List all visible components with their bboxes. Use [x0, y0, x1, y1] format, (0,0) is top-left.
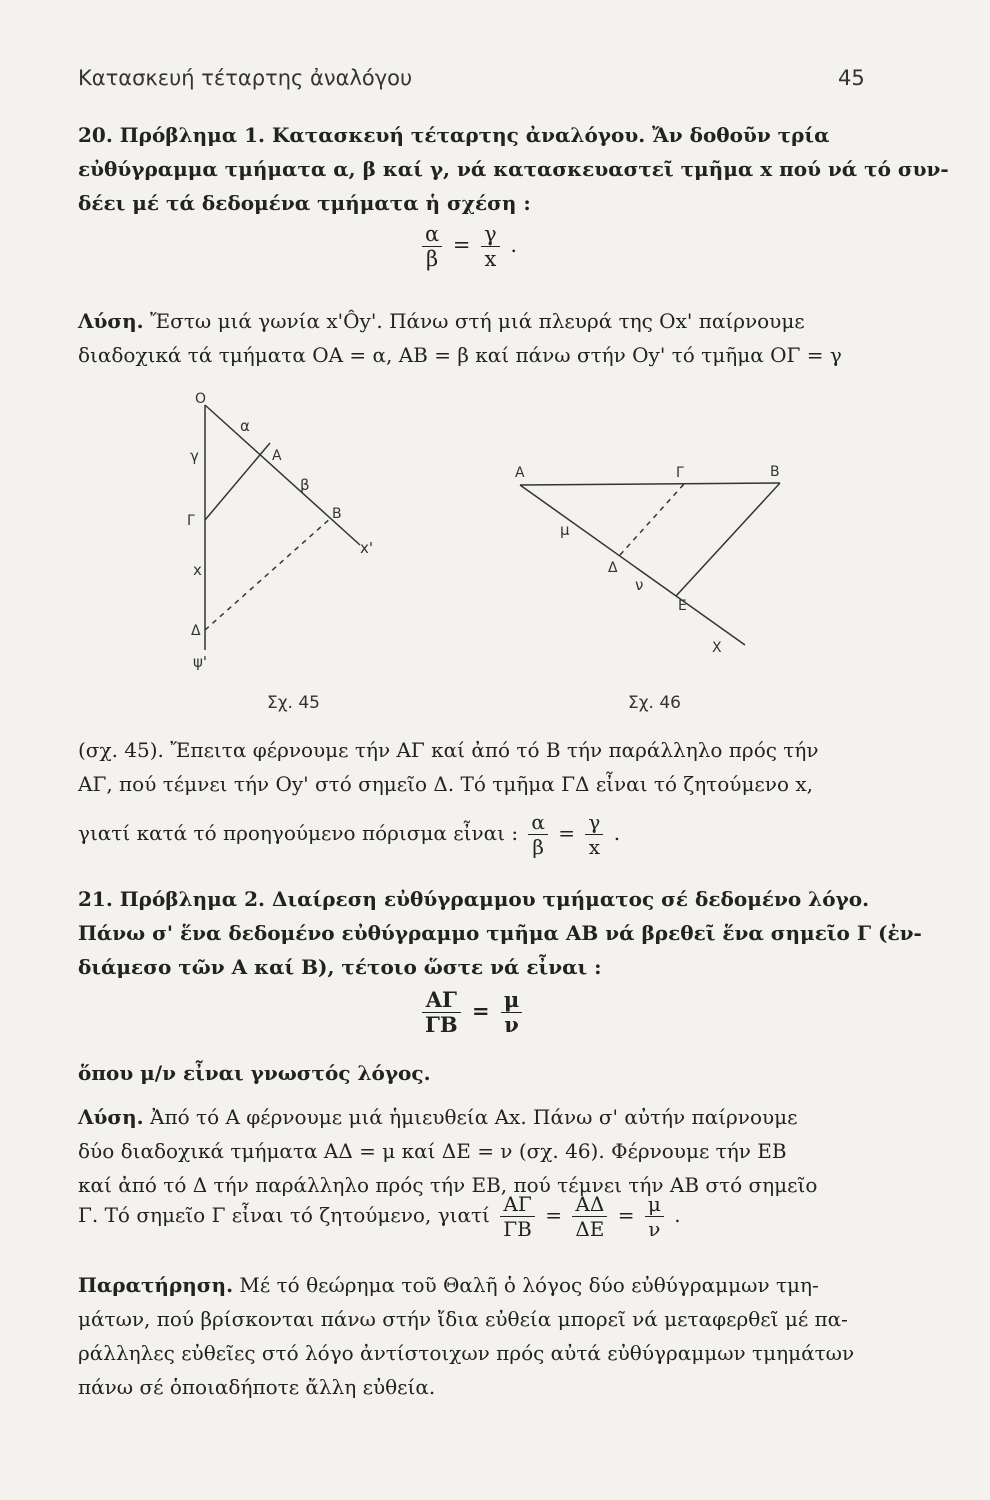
construction-line: ΑΓ, πού τέμνει τήν Oy' στό σημεῖο Δ. Τό τμῆμα ΓΔ εἶναι τό ζητούμενο x,: [78, 772, 813, 796]
fig45-label-beta: β: [300, 476, 310, 494]
fig45-label-xprime: x': [360, 539, 374, 557]
problem2-line: Πάνω σ' ἕνα δεδομένο εὐθύγραμμο τμῆμα ΑΒ νά βρεθεῖ ἕνα σημεῖο Γ (ἐν-: [78, 921, 922, 945]
fig45-parallel-bd: [205, 517, 332, 630]
fig46-label-mu: μ: [560, 521, 570, 539]
fig45-label-x: x: [193, 561, 202, 579]
problem1-statement: [78, 118, 949, 220]
fig45-label-b: B: [332, 506, 342, 522]
fig46-caption: Σχ. 46: [628, 693, 682, 713]
solution1-text: [78, 304, 878, 372]
fig46-label-e: E: [678, 598, 687, 614]
fig45-segment-ag: [205, 443, 270, 520]
solution1-line: διαδοχικά τά τμήματα ΟΑ = α, ΑΒ = β καί πάνω στήν Oy' τό τμῆμα ΟΓ = γ: [78, 343, 842, 367]
eq-numerator: μ: [645, 1192, 664, 1217]
running-title: Κατασκευή τέταρτης ἀναλόγου: [78, 66, 413, 90]
remark-line: ράλληλες εὐθεῖες στό λόγο ἀντίστοιχων πρός αὐτά εὐθύγραμμων τμημάτων: [78, 1341, 855, 1365]
problem1-line: 20. Πρόβλημα 1. Κατασκευή τέταρτης ἀναλόγου. Ἄν δοθοῦν τρία: [78, 123, 830, 147]
eq-numerator: μ: [501, 988, 522, 1013]
eq-denominator: ν: [648, 1217, 661, 1241]
solution2-conclusion-text: Γ. Τό σημεῖο Γ εἶναι τό ζητούμενο, γιατί: [78, 1203, 490, 1227]
solution2-line: δύο διαδοχικά τμήματα ΑΔ = μ καί ΔΕ = ν (σχ. 46). Φέρνουμε τήν ΕΒ: [78, 1139, 787, 1163]
problem1-line: δέει μέ τά δεδομένα τμήματα ἡ σχέση :: [78, 191, 531, 215]
solution2-line: Λύση. Ἀπό τό Α φέρνουμε μιά ἡμιευθεία Αx. Πάνω σ' αὐτήν παίρνουμε: [78, 1105, 798, 1129]
fig46-label-gamma: Γ: [676, 465, 684, 481]
solution2-conclusion: Γ. Τό σημεῖο Γ εἶναι τό ζητούμενο, γιατί $\frac{A\Gamma}{\Gamma B}$ = $\frac{A\Delta}{\Delta E}$ = $\frac{\mu}{\nu}$ .: [78, 1192, 681, 1241]
remark-line: πάνω σέ ὁποιαδήποτε ἄλλη εὐθεία.: [78, 1375, 436, 1399]
problem2-line: 21. Πρόβλημα 2. Διαίρεση εὐθύγραμμου τμήματος σέ δεδομένο λόγο.: [78, 887, 870, 911]
fig45-caption: Σχ. 45: [267, 693, 321, 713]
fig45-label-o: O: [195, 391, 207, 407]
fig46-segment-ab: [520, 483, 780, 485]
fig46-label-x: X: [712, 640, 722, 656]
eq-denominator: ΔΕ: [575, 1217, 605, 1241]
fig46-label-nu: ν: [635, 576, 644, 594]
figure-46: [500, 450, 800, 674]
eq-denominator: β: [532, 835, 544, 859]
eq-denominator: ΓΒ: [503, 1217, 532, 1241]
fig45-label-psi: ψ': [193, 653, 208, 671]
solution2-text: [78, 1100, 878, 1202]
eq-numerator: α: [528, 810, 548, 835]
eq-denominator: x: [588, 835, 601, 859]
page-number: 45: [838, 66, 865, 90]
figure-45: [160, 385, 410, 689]
problem2-ratio-note: [78, 1056, 878, 1090]
fig45-label-alpha: α: [240, 417, 250, 435]
fig46-label-b: B: [770, 464, 780, 480]
porism-line: γιατί κατά τό προηγούμενο πόρισμα εἶναι : $\frac{\alpha}{\beta}$ = $\frac{\gamma}{x}$ .: [78, 810, 621, 859]
construction-text: [78, 733, 878, 801]
eq-numerator: ΑΔ: [572, 1192, 607, 1217]
eq-denominator: x: [484, 247, 497, 271]
fig46-parallel-dg: [620, 484, 684, 555]
problem2-equation: $\frac{A\Gamma}{\Gamma B}$ = $\frac{\mu}{\nu}$: [418, 988, 526, 1037]
fig45-label-a: A: [272, 448, 282, 464]
fig46-ray-ax: [520, 485, 745, 645]
fig46-label-a: A: [515, 465, 525, 481]
remark-line: Παρατήρηση. Μέ τό θεώρημα τοῦ Θαλῆ ὁ λόγος δύο εὐθύγραμμων τμη-: [78, 1273, 819, 1297]
porism-text: γιατί κατά τό προηγούμενο πόρισμα εἶναι :: [78, 821, 519, 845]
construction-line: (σχ. 45). Ἔπειτα φέρνουμε τήν ΑΓ καί ἀπό τό Β τήν παράλληλο πρός τήν: [78, 738, 819, 762]
fig45-label-delta: Δ: [191, 623, 201, 639]
problem2-statement: [78, 882, 922, 984]
eq-denominator: ν: [504, 1012, 519, 1037]
solution1-line: Λύση. Ἔστω μιά γωνία x'Ôy'. Πάνω στή μιά πλευρά της Ox' παίρνουμε: [78, 309, 805, 333]
problem2-line: ὅπου μ/ν εἶναι γνωστός λόγος.: [78, 1061, 431, 1085]
solution2-line: καί ἀπό τό Δ τήν παράλληλο πρός τήν ΕΒ, πού τέμνει τήν ΑΒ στό σημεῖο: [78, 1173, 818, 1197]
fig46-segment-eb: [676, 483, 780, 596]
eq-numerator: ΑΓ: [500, 1192, 535, 1217]
problem2-line: διάμεσο τῶν Α καί Β), τέτοιο ὥστε νά εἶναι :: [78, 955, 602, 979]
eq-numerator: γ: [585, 810, 603, 835]
eq-denominator: ΓΒ: [425, 1012, 458, 1037]
eq-numerator: ΑΓ: [422, 988, 461, 1013]
fig45-label-gamma-point: Γ: [187, 513, 195, 529]
remark-text: [78, 1268, 878, 1404]
fig45-label-gamma: γ: [190, 447, 199, 465]
eq-numerator: α: [422, 222, 442, 247]
eq-numerator: γ: [481, 222, 500, 247]
problem1-equation: $\frac{\alpha}{\beta}$ = $\frac{\gamma}{x}$ .: [418, 222, 517, 271]
fig45-ray-ox: [205, 405, 360, 545]
remark-line: μάτων, πού βρίσκονται πάνω στήν ἴδια εὐθεία μπορεῖ νά μεταφερθεῖ μέ πα-: [78, 1307, 848, 1331]
fig46-label-delta: Δ: [608, 560, 618, 576]
eq-denominator: β: [426, 247, 439, 271]
problem1-line: εὐθύγραμμα τμήματα α, β καί γ, νά κατασκευαστεῖ τμῆμα x πού νά τό συν-: [78, 157, 949, 181]
